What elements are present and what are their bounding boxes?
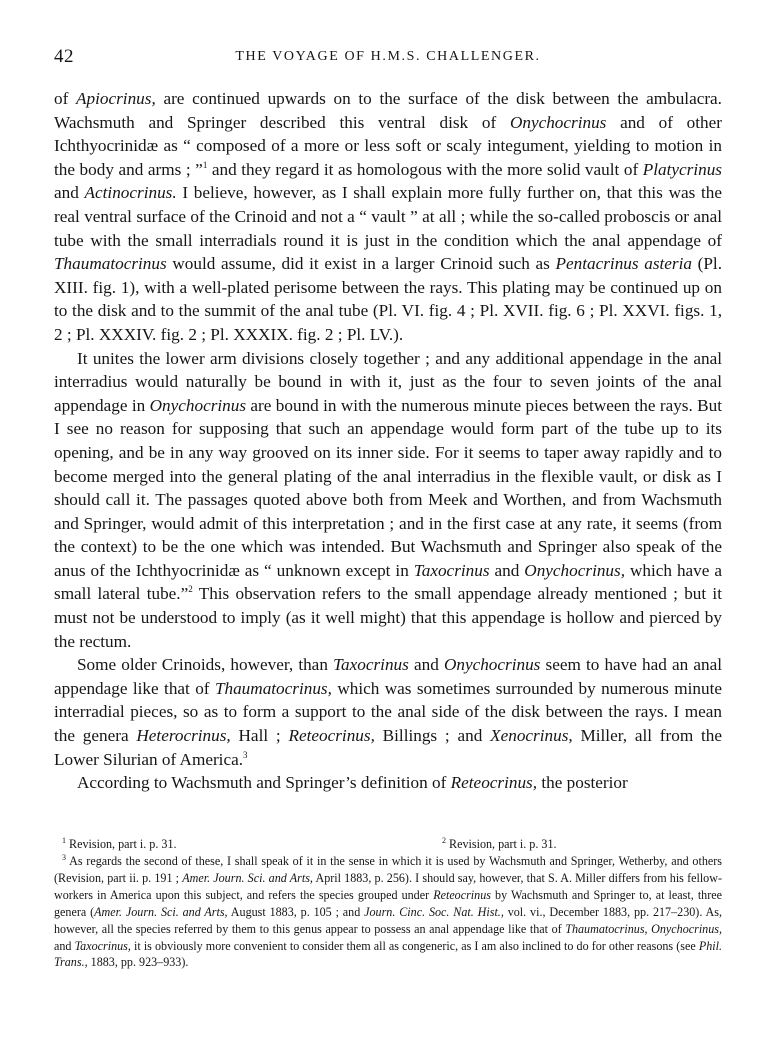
italic-run: Journ. Cinc. Soc. Nat. Hist.,: [364, 904, 504, 919]
footnote-mark: 2: [442, 836, 446, 845]
text-run: and they regard it as homologous with the more solid vault of: [207, 159, 643, 179]
italic-run: Apiocrinus,: [76, 89, 156, 108]
italic-run: Thaumatocrinus: [54, 254, 167, 274]
paragraph: [54, 771, 722, 795]
italic-run: Taxocrinus: [333, 655, 409, 675]
italic-run: Reteocrinus,: [288, 726, 375, 746]
italic-run: Taxocrinus: [413, 560, 490, 580]
page-header: [54, 46, 722, 70]
italic-run: Onychocrinus: [509, 112, 607, 132]
paragraph: [54, 653, 722, 771]
italic-run: Actinocrinus.: [84, 183, 177, 203]
text-run: and of other Ichthyocrinidæ as “ composed of a more or less soft or scaly integument, yielding to motion in the body and arms ; ”: [54, 112, 722, 179]
italic-run: Onychocrinus: [443, 655, 541, 675]
italic-run: Amer. Journ. Sci. and Arts,: [182, 870, 313, 885]
text-run: seem to have had an anal appendage like that of: [54, 655, 722, 698]
footnote-text: Revision, part i. p. 31.: [449, 837, 557, 851]
text-run: As regards the second of these, I shall speak of it in the sense in which it is used by Wachsmuth and Springer, Wetherby, and others (Revision, part ii. p. 191 ;: [54, 854, 722, 885]
text-run: are bound in with the numerous minute pieces between the rays. But I see no reason for supposing that such an appendage would form part of the tube up to its opening, and be in any way grooved on its inner side. For it seems to taper away rapidly and to become merged into the general plating of the anal interradius in the flexible vault, or disk as I should call it. The passages quoted above both from Meek and Worthen, and from Wachsmuth and Springer, would admit of this interpretation ; and in the first case at any rate, it seems (from the context) to be the one which was intended. But Wachsmuth and Springer also speak of the anus of the Ichthyocrinidæ as “ unknown except in: [54, 395, 722, 580]
text-run: It unites the lower arm divisions closely together ; and any additional appendage in the anal interradius would naturally be bound in with it, just as the four to seven joints of the anal appendage in: [54, 348, 722, 415]
italic-run: Heterocrinus,: [136, 726, 231, 746]
text-run: and: [54, 938, 75, 953]
text-run: I believe, however, as I shall explain more fully further on, that this was the real ventral surface of the Crinoid and not a “ vault ” at all ; while the so-called proboscis or anal tube with the small interradials round it is just in the condition which the anal appendage of: [54, 183, 722, 250]
italic-run: Thaumatocrinus, Onychocrinus,: [565, 921, 722, 936]
text-run: (Pl. XIII. fig. 1), with a well-plated perisome between the rays. This plating may be continued up on to the disk and to the summit of the anal tube (Pl. VI. fig. 4 ; Pl. XVII. fig. 6 ; Pl. XXVI. figs. 1, 2 ; Pl. XXXIV. fig. 2 ; Pl. XXXIX. fig. 2 ; Pl. LV.).: [54, 254, 722, 344]
footnote-mark: 3: [62, 853, 66, 862]
italic-run: Pentacrinus asteria: [555, 254, 692, 274]
text-run: of: [54, 89, 77, 108]
italic-run: Platycrinus: [642, 159, 722, 179]
text-run: are continued upwards on to the surface of the disk between the ambulacra. Wachsmuth and Springer described this ventral disk of: [54, 89, 722, 132]
italic-run: Reteocrinus: [433, 887, 491, 902]
text-run: would assume, did it exist in a larger Crinoid such as: [166, 254, 556, 274]
italic-run: Xenocrinus,: [490, 726, 573, 746]
text-run: it is obviously more convenient to consider them all as congeneric, as I am also inclined to do for other reasons (see: [130, 938, 699, 953]
text-run: Some older Crinoids, however, than: [77, 655, 334, 675]
text-run: and: [54, 183, 85, 203]
footnote-mark: 3: [243, 749, 248, 760]
italic-run: Onychocrinus,: [524, 560, 626, 580]
text-run: the posterior: [537, 773, 628, 793]
text-run: This observation refers to the small appendage already mentioned ; but it must not be understood to imply (as it well might) that this appendage is hollow and pierced by the rectum.: [54, 584, 722, 651]
footnote-mark: 1: [202, 159, 208, 170]
text-run: which was sometimes surrounded by numerous minute interradial pieces, so as to form a support to the anal side of the disk between the rays. I mean the genera: [54, 678, 722, 746]
text-run: vol. vi., December 1883, pp. 217–230). As, however, all the species referred by them to this genus appear to possess an anal appendage like that of: [54, 904, 722, 936]
italic-run: Phil. Trans.,: [54, 938, 722, 970]
footnote-row: [54, 836, 722, 853]
italic-run: Amer. Journ. Sci. and Arts,: [94, 904, 228, 919]
page-number: 42: [54, 46, 74, 67]
text-run: by Wachsmuth and Springer to, at least, three genera (: [54, 887, 722, 919]
text-run: and: [489, 560, 525, 580]
footnote-mark: 2: [188, 584, 193, 595]
text-run: According to Wachsmuth and Springer’s definition of: [77, 773, 451, 793]
paragraph: [54, 87, 722, 347]
text-run: Billings ; and: [374, 726, 491, 746]
footnote-3: [54, 853, 722, 971]
text-run: August 1883, p. 105 ; and: [227, 904, 365, 919]
footnote-1: [62, 836, 177, 853]
footnote-text: Revision, part i. p. 31.: [69, 837, 177, 851]
text-run: Miller, all from the Lower Silurian of America.: [54, 726, 723, 769]
text-run: April 1883, p. 256). I should say, however, that S. A. Miller differs from his fellow-workers in America upon this subject, and refers the species grouped under: [54, 870, 722, 902]
italic-run: Thaumatocrinus,: [214, 678, 332, 698]
italic-run: Onychocrinus: [149, 395, 247, 415]
footnote-2: [442, 836, 557, 853]
italic-run: Reteocrinus,: [450, 773, 538, 793]
footnotes: [54, 836, 722, 971]
text-run: and: [408, 655, 444, 675]
text-run: Hall ;: [230, 726, 289, 746]
italic-run: Taxocrinus,: [74, 938, 131, 953]
paragraph: [54, 347, 722, 654]
body-text: [54, 87, 722, 795]
running-title: THE VOYAGE OF H.M.S. CHALLENGER.: [235, 49, 541, 64]
text-run: 1883, pp. 923–933).: [87, 955, 189, 970]
footnote-mark: 1: [62, 836, 66, 845]
text-run: which have a small lateral tube.”: [54, 560, 723, 604]
